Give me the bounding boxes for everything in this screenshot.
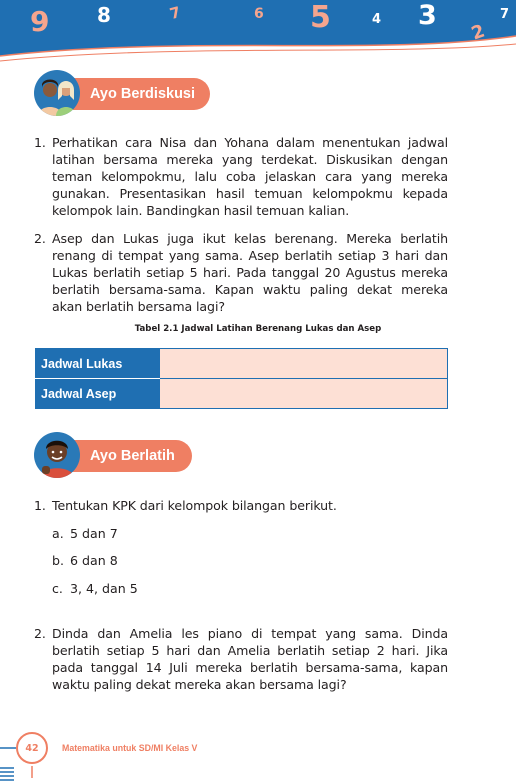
header-digit: 8 bbox=[97, 3, 111, 27]
item-number: 1. bbox=[34, 135, 46, 150]
item-number: 2. bbox=[34, 626, 46, 641]
item-number: 2. bbox=[34, 231, 46, 246]
sub-item-letter: b. bbox=[52, 553, 64, 568]
sub-item bbox=[52, 580, 138, 597]
page-header bbox=[0, 0, 516, 62]
sub-item-text: 5 dan 7 bbox=[70, 526, 118, 541]
footer-decoration bbox=[0, 726, 516, 783]
header-digit: 2 bbox=[468, 20, 488, 45]
sub-item-text: 3, 4, dan 5 bbox=[70, 581, 138, 596]
badge-label: Ayo Berlatih bbox=[90, 448, 175, 464]
page-number-badge bbox=[16, 732, 48, 764]
item-text: Dinda dan Amelia les piano di tempat yang sama. Dinda berlatih setiap 5 hari dan Amelia berlatih setiap 2 hari. Jika pada tanggal 14 Juli mereka berlatih bersama-sama, kapan waktu paling dekat mereka akan bersama lagi? bbox=[52, 626, 448, 692]
item-text: Asep dan Lukas juga ikut kelas berenang. Mereka berlatih renang di tempat yang sama. Asep berlatih setiap 3 hari dan Lukas berlatih setiap 5 hari. Pada tanggal 20 Agustus mereka berlatih bersama-sama. Kapan waktu paling dekat mereka akan berlatih bersama lagi? bbox=[52, 231, 448, 314]
answer-cell[interactable] bbox=[160, 349, 448, 379]
sub-item-letter: c. bbox=[52, 581, 63, 596]
header-digit: 7 bbox=[500, 7, 510, 22]
header-digit: 9 bbox=[30, 5, 50, 38]
page-number: 42 bbox=[25, 742, 39, 754]
table-row bbox=[36, 379, 448, 409]
row-label: Jadwal Lukas bbox=[36, 349, 160, 379]
item-text: Perhatikan cara Nisa dan Yohana dalam menentukan jadwal latihan bersama mereka yang terdekat. Diskusikan dengan teman kelompokmu, lalu coba jelaskan cara yang mereka gunakan. Presentasikan hasil temuan kelompokmu kepada kelompok lain. Bandingkan hasil temuan kalian. bbox=[52, 135, 448, 218]
table-caption: Tabel 2.1 Jadwal Latihan Berenang Lukas dan Asep bbox=[134, 324, 382, 334]
list-item bbox=[34, 497, 448, 514]
answer-cell[interactable] bbox=[160, 379, 448, 409]
sub-item-text: 6 dan 8 bbox=[70, 553, 118, 568]
list-item bbox=[34, 625, 448, 695]
schedule-table bbox=[35, 348, 448, 409]
list-item bbox=[34, 230, 448, 316]
header-digit: 4 bbox=[372, 12, 382, 27]
table-row bbox=[36, 349, 448, 379]
student-avatar-icon bbox=[34, 432, 80, 478]
badge-label: Ayo Berdiskusi bbox=[90, 86, 196, 102]
item-text: Tentukan KPK dari kelompok bilangan berikut. bbox=[52, 498, 337, 513]
students-avatar-icon bbox=[34, 70, 80, 116]
sub-item-letter: a. bbox=[52, 526, 64, 541]
sub-item bbox=[52, 552, 118, 569]
header-digit: 5 bbox=[310, 0, 331, 35]
book-title: Matematika untuk SD/MI Kelas V bbox=[62, 743, 198, 753]
header-digit: 3 bbox=[418, 0, 437, 31]
header-digit: 6 bbox=[254, 6, 264, 22]
header-digit: 7 bbox=[167, 2, 183, 24]
item-number: 1. bbox=[34, 498, 46, 513]
list-item bbox=[34, 134, 448, 220]
row-label: Jadwal Asep bbox=[36, 379, 160, 409]
sub-item bbox=[52, 525, 118, 542]
